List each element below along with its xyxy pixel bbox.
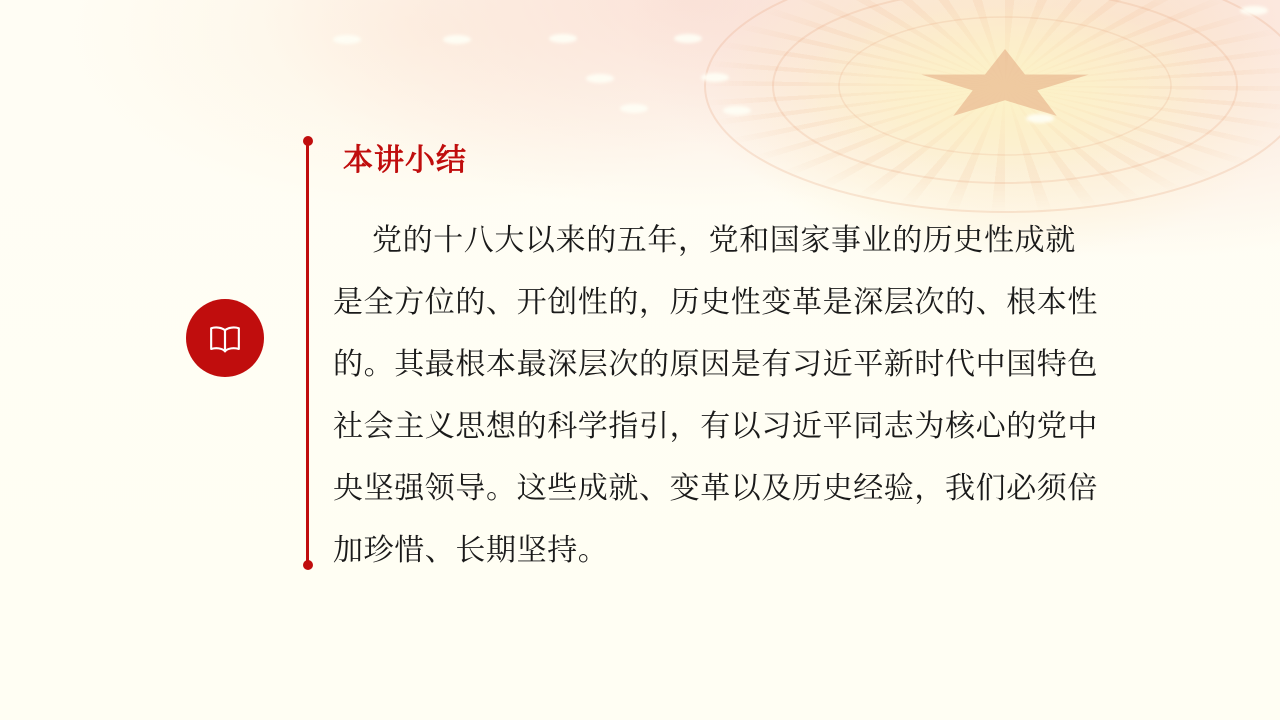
body-line: 是全方位的、开创性的，历史性变革是深层次的、根本性 — [333, 286, 1098, 319]
line-end-dot-bottom — [303, 560, 313, 570]
book-icon-badge — [186, 299, 264, 377]
open-book-icon — [202, 317, 248, 359]
body-paragraph — [333, 210, 1133, 582]
line-end-dot-top — [303, 136, 313, 146]
sparkle-decoration — [701, 73, 729, 82]
sparkle-decoration — [333, 35, 361, 44]
sparkle-decoration — [1026, 114, 1054, 123]
slide-title: 本讲小结 — [343, 144, 467, 177]
body-line: 加珍惜、长期坚持。 — [333, 534, 609, 567]
sparkle-decoration — [674, 34, 702, 43]
sparkle-decoration — [443, 35, 471, 44]
star-icon — [921, 49, 1088, 116]
sparkle-decoration — [549, 34, 577, 43]
body-line: 党的十八大以来的五年，党和国家事业的历史性成就 — [372, 224, 1076, 257]
accent-vertical-line — [306, 141, 309, 565]
sparkle-decoration — [723, 106, 751, 115]
sparkle-decoration — [620, 104, 648, 113]
emblem-rays-decoration — [705, 0, 1280, 212]
body-line: 央坚强领导。这些成就、变革以及历史经验，我们必须倍 — [333, 472, 1098, 505]
body-line: 的。其最根本最深层次的原因是有习近平新时代中国特色 — [333, 348, 1098, 381]
sparkle-decoration — [1240, 6, 1268, 15]
body-line: 社会主义思想的科学指引，有以习近平同志为核心的党中 — [333, 410, 1098, 443]
sparkle-decoration — [586, 74, 614, 83]
